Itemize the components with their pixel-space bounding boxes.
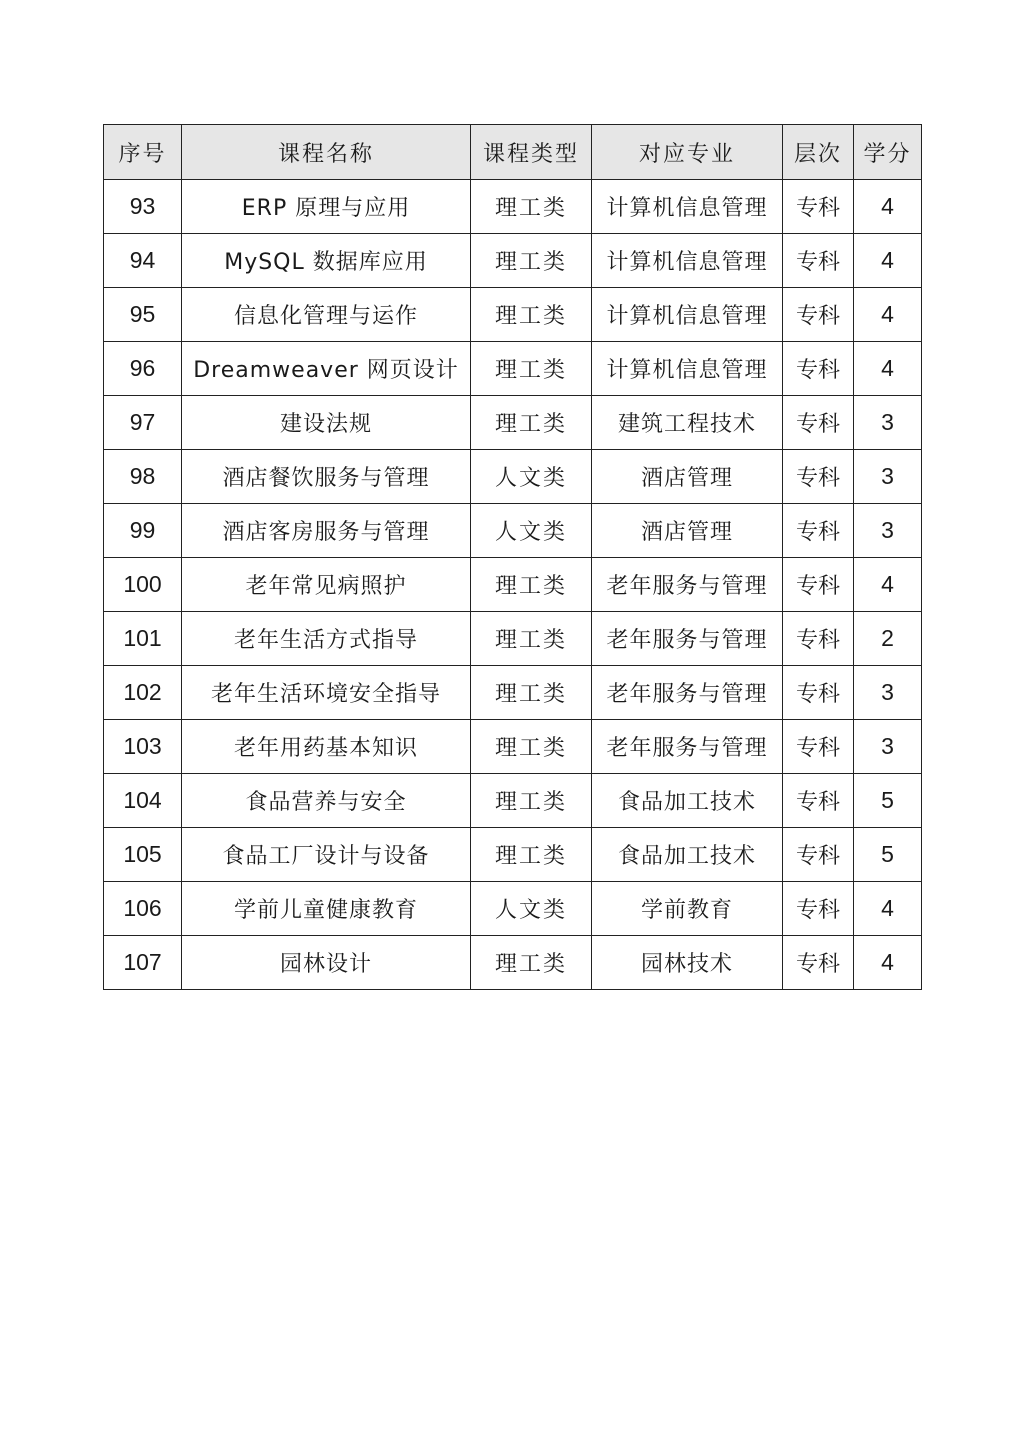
cell-course-name: MySQL 数据库应用 xyxy=(182,234,471,288)
cell-serial-number: 97 xyxy=(104,396,182,450)
cell-course-type: 人文类 xyxy=(471,504,592,558)
course-table xyxy=(103,124,922,990)
cell-credit: 5 xyxy=(854,828,922,882)
cell-course-type: 理工类 xyxy=(471,396,592,450)
header-level: 层次 xyxy=(783,125,854,180)
cell-serial-number: 103 xyxy=(104,720,182,774)
cell-credit: 3 xyxy=(854,396,922,450)
header-credit: 学分 xyxy=(854,125,922,180)
cell-serial-number: 96 xyxy=(104,342,182,396)
cell-credit: 2 xyxy=(854,612,922,666)
cell-course-type: 理工类 xyxy=(471,720,592,774)
cell-course-name: 老年生活方式指导 xyxy=(182,612,471,666)
cell-course-name: 学前儿童健康教育 xyxy=(182,882,471,936)
cell-course-name: 建设法规 xyxy=(182,396,471,450)
cell-credit: 4 xyxy=(854,234,922,288)
table-row xyxy=(104,666,922,720)
cell-course-name: ERP 原理与应用 xyxy=(182,180,471,234)
cell-credit: 3 xyxy=(854,666,922,720)
cell-course-name: Dreamweaver 网页设计 xyxy=(182,342,471,396)
cell-level: 专科 xyxy=(783,504,854,558)
cell-level: 专科 xyxy=(783,612,854,666)
cell-credit: 3 xyxy=(854,450,922,504)
cell-course-name: 信息化管理与运作 xyxy=(182,288,471,342)
cell-major: 老年服务与管理 xyxy=(592,666,783,720)
cell-serial-number: 100 xyxy=(104,558,182,612)
cell-level: 专科 xyxy=(783,828,854,882)
cell-level: 专科 xyxy=(783,342,854,396)
cell-serial-number: 99 xyxy=(104,504,182,558)
cell-course-type: 理工类 xyxy=(471,936,592,990)
cell-course-name: 老年常见病照护 xyxy=(182,558,471,612)
table-header-row xyxy=(104,125,922,180)
cell-major: 学前教育 xyxy=(592,882,783,936)
cell-credit: 3 xyxy=(854,720,922,774)
cell-serial-number: 102 xyxy=(104,666,182,720)
table-row xyxy=(104,882,922,936)
cell-major: 食品加工技术 xyxy=(592,828,783,882)
cell-course-type: 理工类 xyxy=(471,342,592,396)
cell-course-name: 食品营养与安全 xyxy=(182,774,471,828)
table-row xyxy=(104,720,922,774)
cell-course-type: 理工类 xyxy=(471,234,592,288)
cell-serial-number: 107 xyxy=(104,936,182,990)
cell-course-type: 理工类 xyxy=(471,612,592,666)
header-course-name: 课程名称 xyxy=(182,125,471,180)
cell-level: 专科 xyxy=(783,288,854,342)
cell-course-type: 理工类 xyxy=(471,180,592,234)
cell-course-name: 老年用药基本知识 xyxy=(182,720,471,774)
cell-course-name: 食品工厂设计与设备 xyxy=(182,828,471,882)
cell-credit: 5 xyxy=(854,774,922,828)
cell-level: 专科 xyxy=(783,882,854,936)
cell-level: 专科 xyxy=(783,450,854,504)
header-course-type: 课程类型 xyxy=(471,125,592,180)
cell-course-type: 理工类 xyxy=(471,288,592,342)
cell-course-type: 理工类 xyxy=(471,666,592,720)
header-major: 对应专业 xyxy=(592,125,783,180)
table-row xyxy=(104,504,922,558)
cell-serial-number: 101 xyxy=(104,612,182,666)
cell-credit: 4 xyxy=(854,342,922,396)
cell-level: 专科 xyxy=(783,936,854,990)
cell-major: 酒店管理 xyxy=(592,450,783,504)
cell-major: 计算机信息管理 xyxy=(592,180,783,234)
cell-major: 老年服务与管理 xyxy=(592,720,783,774)
cell-credit: 4 xyxy=(854,180,922,234)
cell-level: 专科 xyxy=(783,558,854,612)
cell-serial-number: 106 xyxy=(104,882,182,936)
cell-credit: 4 xyxy=(854,936,922,990)
table-body xyxy=(104,180,922,990)
cell-major: 老年服务与管理 xyxy=(592,612,783,666)
cell-level: 专科 xyxy=(783,720,854,774)
cell-course-type: 理工类 xyxy=(471,774,592,828)
cell-major: 建筑工程技术 xyxy=(592,396,783,450)
table-row xyxy=(104,558,922,612)
cell-level: 专科 xyxy=(783,396,854,450)
cell-course-type: 理工类 xyxy=(471,828,592,882)
cell-serial-number: 93 xyxy=(104,180,182,234)
table-row xyxy=(104,288,922,342)
cell-serial-number: 95 xyxy=(104,288,182,342)
cell-course-name: 老年生活环境安全指导 xyxy=(182,666,471,720)
cell-credit: 4 xyxy=(854,288,922,342)
cell-major: 老年服务与管理 xyxy=(592,558,783,612)
cell-level: 专科 xyxy=(783,666,854,720)
cell-major: 园林技术 xyxy=(592,936,783,990)
cell-course-type: 人文类 xyxy=(471,450,592,504)
table-row xyxy=(104,342,922,396)
table-row xyxy=(104,450,922,504)
table-row xyxy=(104,828,922,882)
header-serial-number: 序号 xyxy=(104,125,182,180)
cell-serial-number: 104 xyxy=(104,774,182,828)
table-row xyxy=(104,234,922,288)
cell-serial-number: 98 xyxy=(104,450,182,504)
cell-major: 计算机信息管理 xyxy=(592,288,783,342)
cell-major: 计算机信息管理 xyxy=(592,234,783,288)
table-row xyxy=(104,936,922,990)
cell-credit: 4 xyxy=(854,882,922,936)
cell-credit: 4 xyxy=(854,558,922,612)
table-row xyxy=(104,612,922,666)
cell-major: 计算机信息管理 xyxy=(592,342,783,396)
cell-level: 专科 xyxy=(783,774,854,828)
cell-level: 专科 xyxy=(783,180,854,234)
cell-serial-number: 105 xyxy=(104,828,182,882)
table-row xyxy=(104,180,922,234)
table-row xyxy=(104,396,922,450)
table-row xyxy=(104,774,922,828)
cell-credit: 3 xyxy=(854,504,922,558)
cell-serial-number: 94 xyxy=(104,234,182,288)
cell-course-name: 园林设计 xyxy=(182,936,471,990)
cell-course-type: 理工类 xyxy=(471,558,592,612)
cell-major: 酒店管理 xyxy=(592,504,783,558)
cell-course-name: 酒店餐饮服务与管理 xyxy=(182,450,471,504)
cell-major: 食品加工技术 xyxy=(592,774,783,828)
cell-course-type: 人文类 xyxy=(471,882,592,936)
cell-course-name: 酒店客房服务与管理 xyxy=(182,504,471,558)
cell-level: 专科 xyxy=(783,234,854,288)
